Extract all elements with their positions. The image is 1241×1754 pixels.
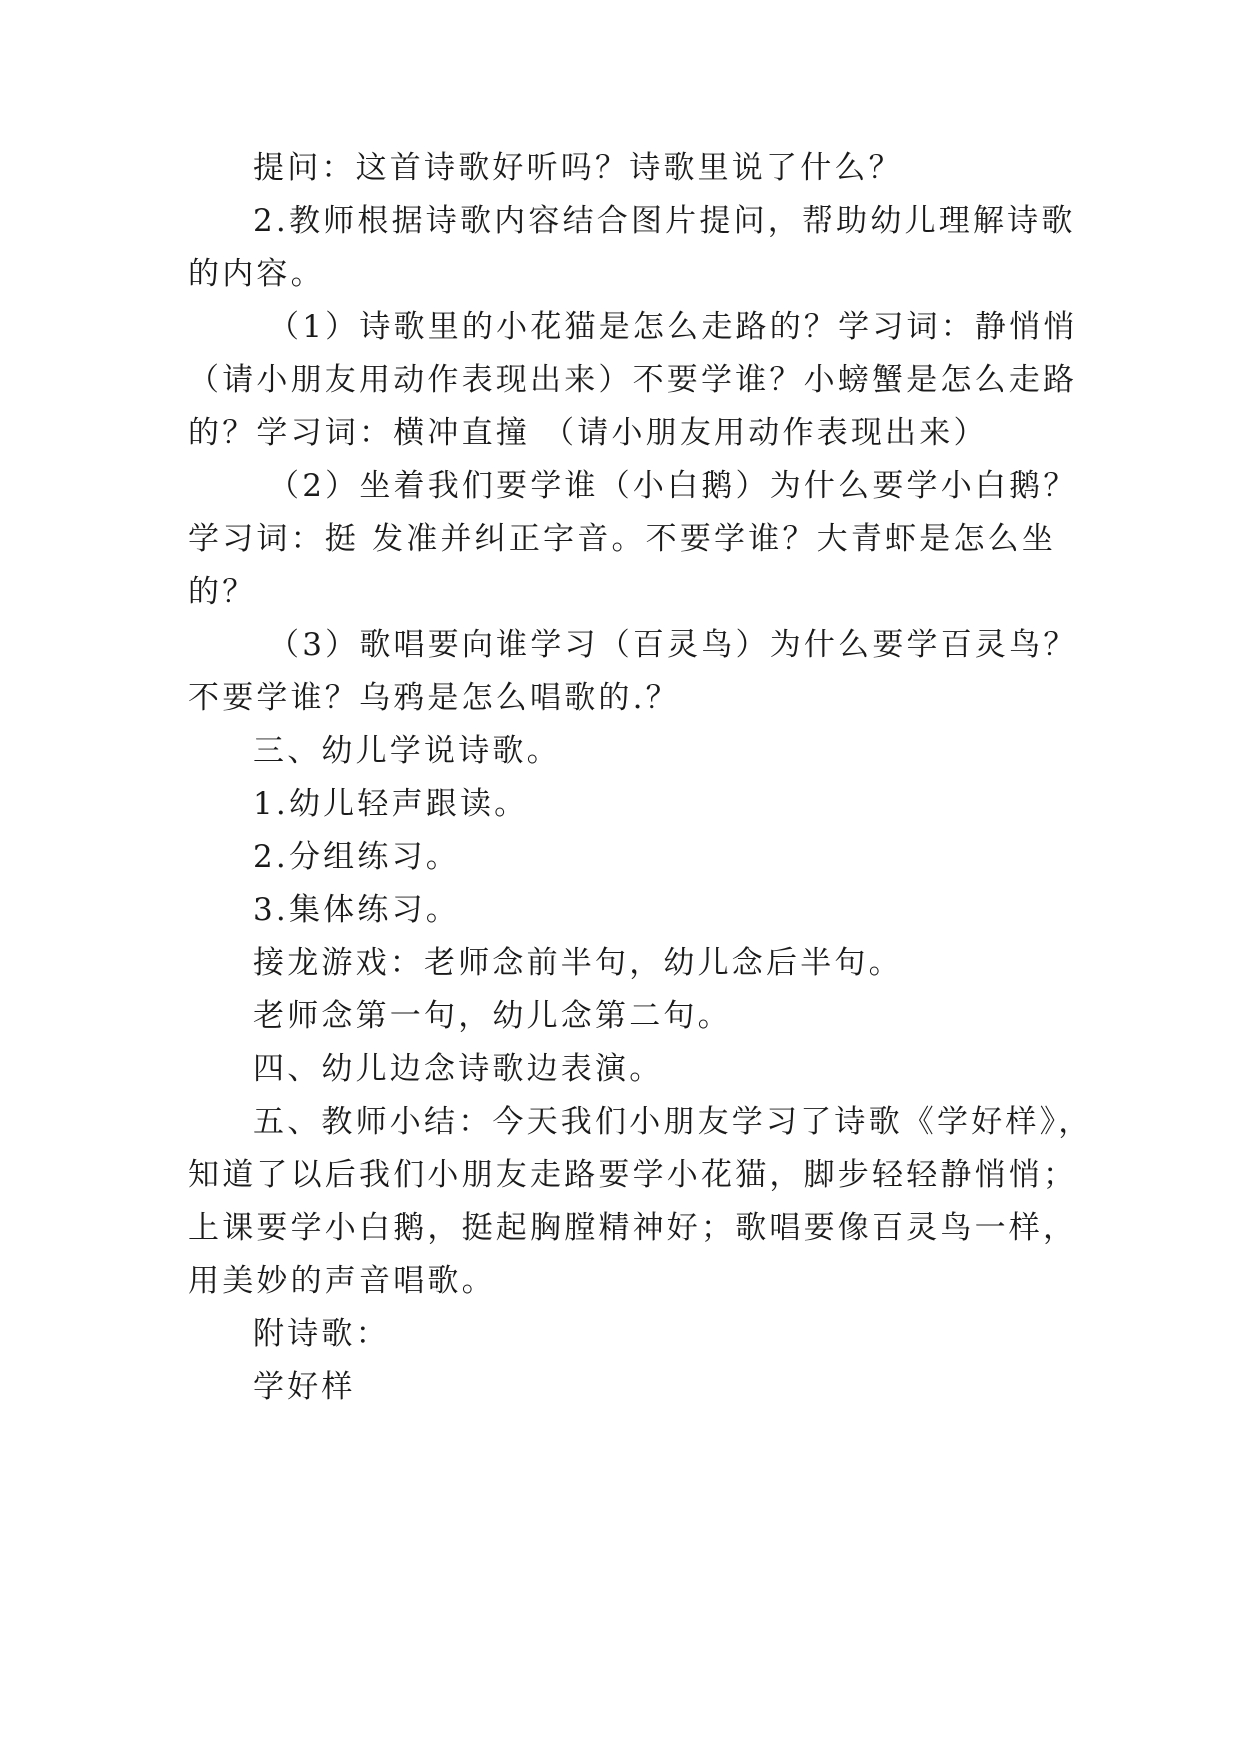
sub-item-3-line: （3）歌唱要向谁学习（百灵鸟）为什么要学百灵鸟？ <box>268 627 1078 663</box>
section-4-heading: 四、幼儿边念诗歌边表演。 <box>253 1051 664 1087</box>
sub-item-1-line: （1）诗歌里的小花猫是怎么走路的？学习词：静悄悄 <box>268 309 1078 345</box>
question-line: 提问：这首诗歌好听吗？诗歌里说了什么？ <box>253 150 903 186</box>
sub-item-2-continuation-a: 学习词：挺 发准并纠正字音。不要学谁？大青虾是怎么坐 <box>188 521 1057 557</box>
sub-item-2-continuation-b: 的？ <box>188 574 257 610</box>
summary-line-3: 上课要学小白鹅，挺起胸膛精神好；歌唱要像百灵鸟一样， <box>188 1210 1078 1246</box>
game-line-1: 接龙游戏：老师念前半句，幼儿念后半句。 <box>253 945 903 981</box>
summary-line-2: 知道了以后我们小朋友走路要学小花猫，脚步轻轻静悄悄； <box>188 1157 1078 1193</box>
summary-line-4: 用美妙的声音唱歌。 <box>188 1263 496 1299</box>
appendix-label: 附诗歌： <box>253 1316 390 1352</box>
sub-item-1-continuation-b: 的？学习词：横冲直撞 （请小朋友用动作表现出来） <box>188 415 988 451</box>
sub-item-1-continuation-a: （请小朋友用动作表现出来）不要学谁？小螃蟹是怎么走路 <box>188 362 1078 398</box>
sub-item-3-continuation: 不要学谁？乌鸦是怎么唱歌的.？ <box>188 680 680 716</box>
section-3-heading: 三、幼儿学说诗歌。 <box>253 733 561 769</box>
practice-step-3: 3.集体练习。 <box>253 892 460 928</box>
summary-line-1: 五、教师小结：今天我们小朋友学习了诗歌《学好样》， <box>253 1104 1093 1140</box>
sub-item-2-line: （2）坐着我们要学谁（小白鹅）为什么要学小白鹅？ <box>268 468 1078 504</box>
game-line-2: 老师念第一句，幼儿念第二句。 <box>253 998 732 1034</box>
practice-step-1: 1.幼儿轻声跟读。 <box>253 786 529 822</box>
practice-step-2: 2.分组练习。 <box>253 839 460 875</box>
poem-title: 学好样 <box>253 1369 356 1405</box>
step-2-continuation: 的内容。 <box>188 256 325 292</box>
step-2-line: 2.教师根据诗歌内容结合图片提问，帮助幼儿理解诗歌 <box>253 203 1076 239</box>
